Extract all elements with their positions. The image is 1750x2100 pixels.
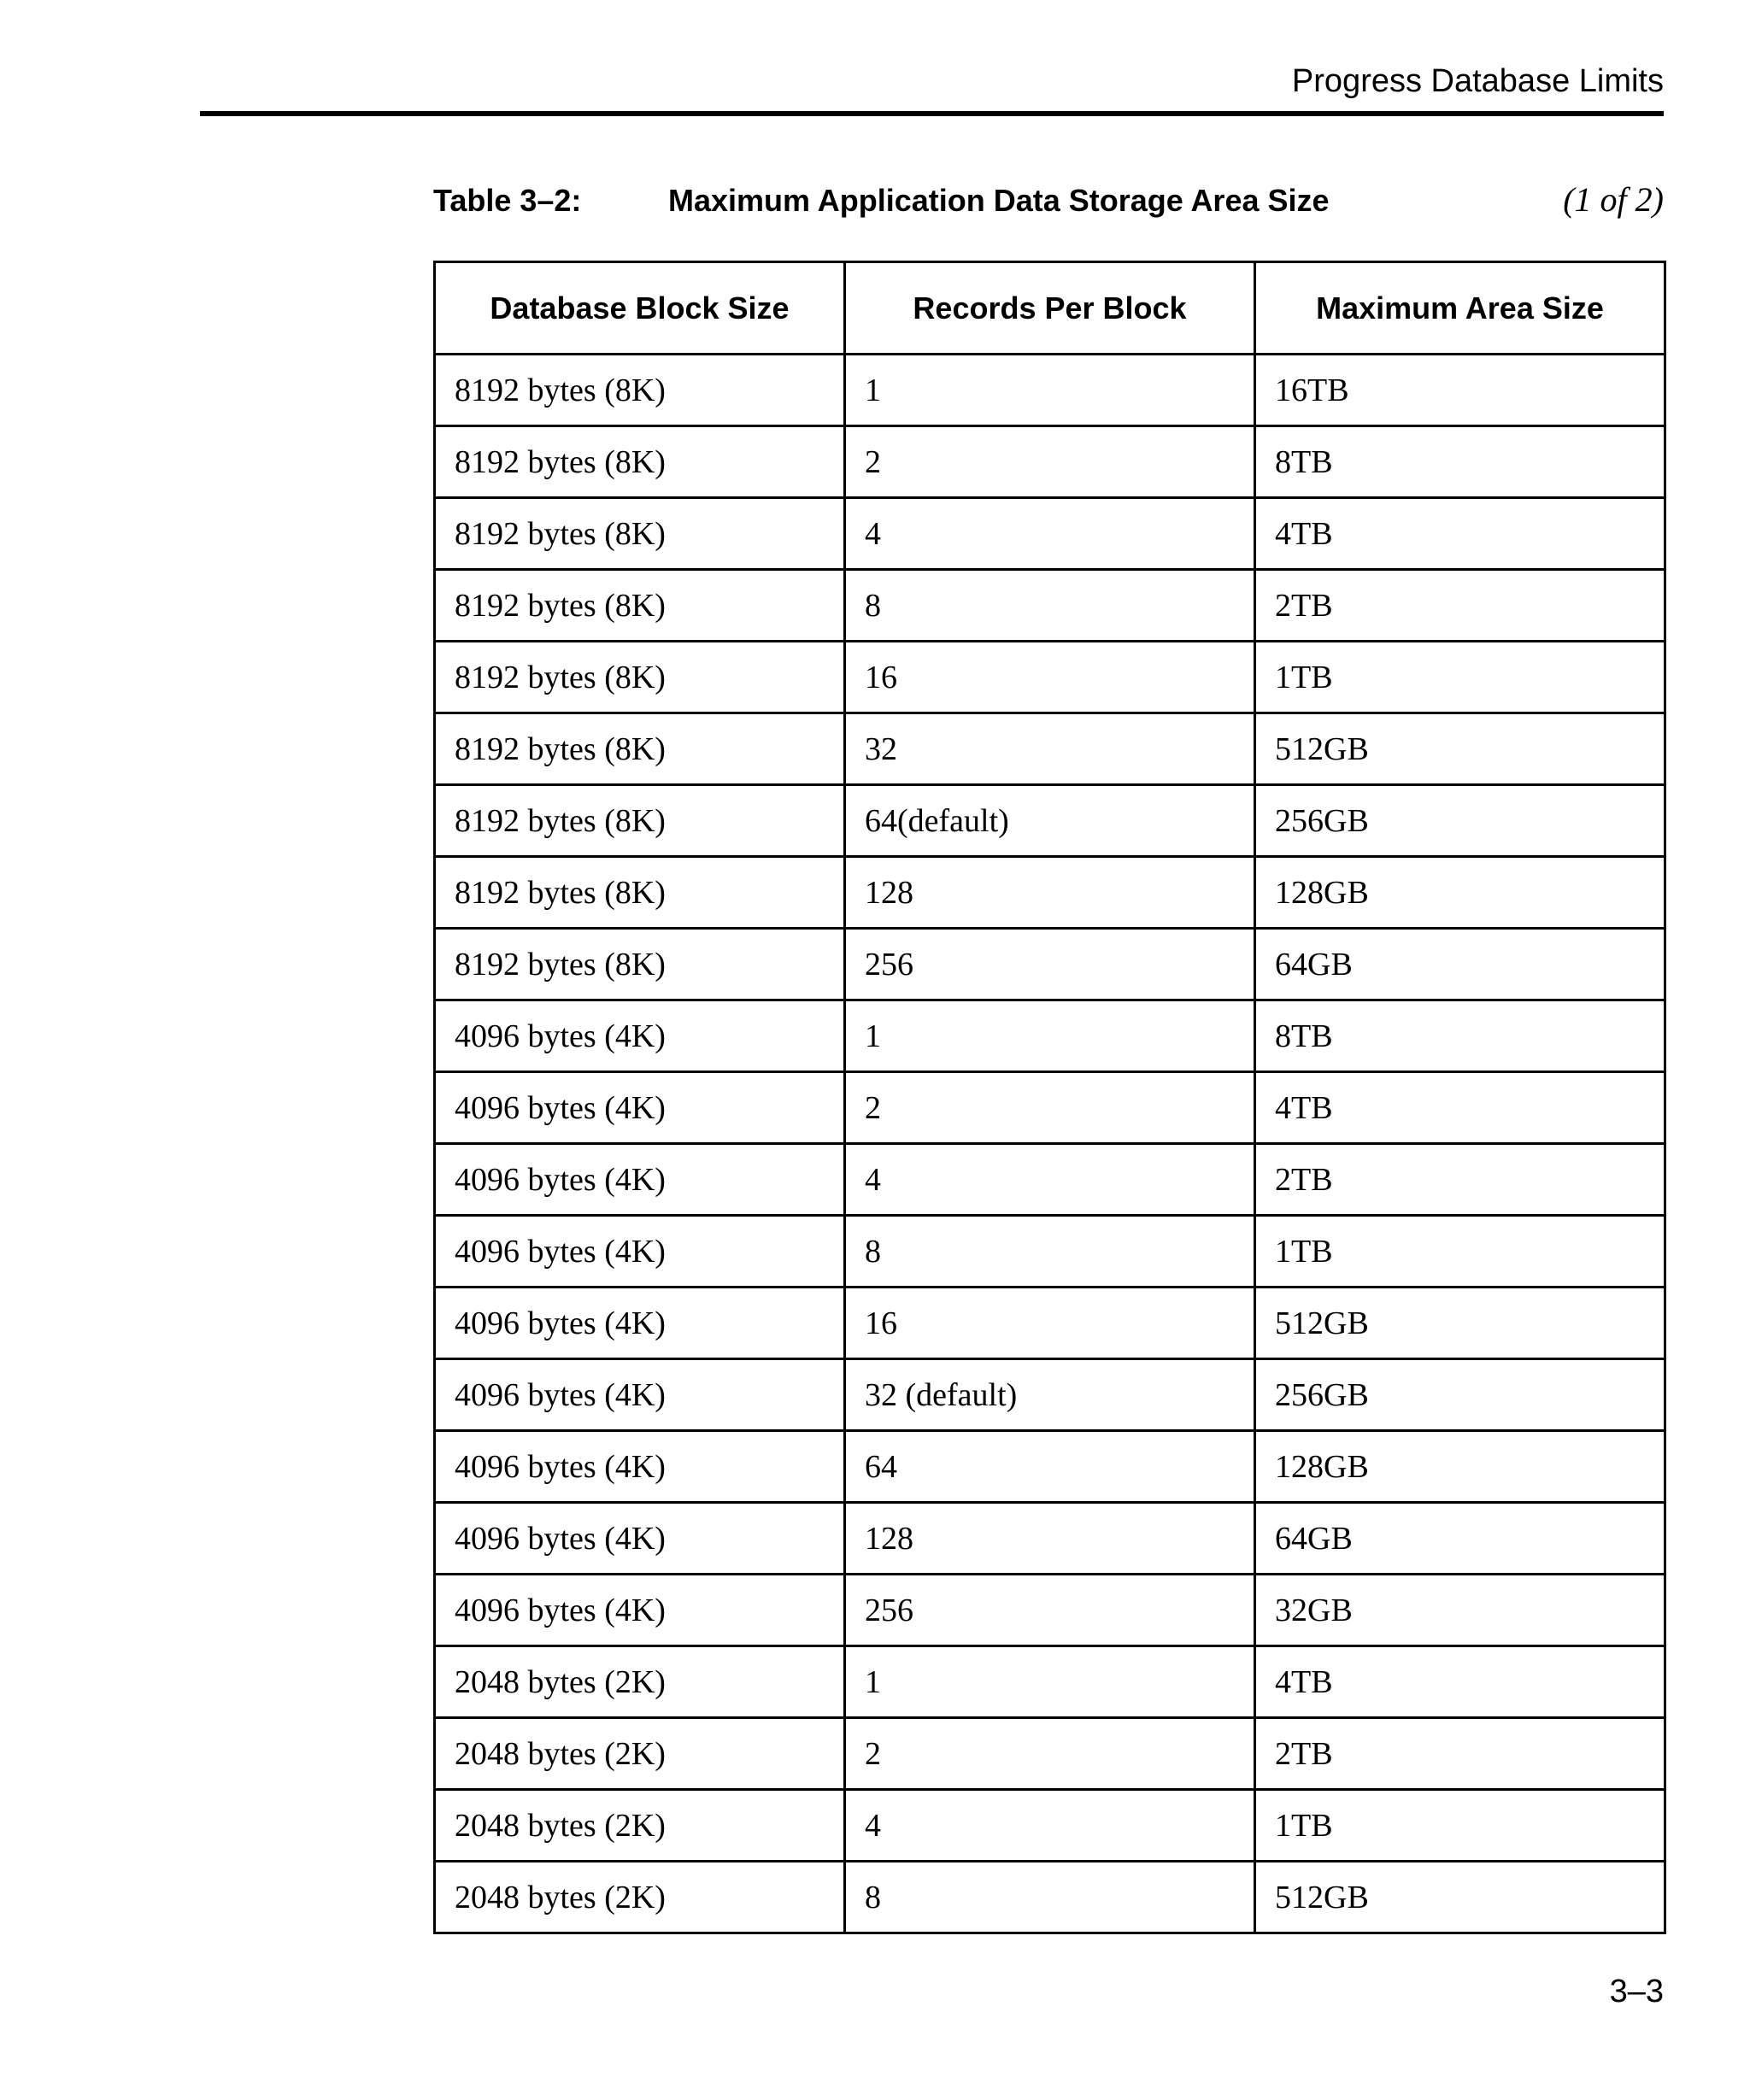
cell-records-per-block: 128 [845,1503,1255,1575]
cell-records-per-block: 64 [845,1431,1255,1503]
table-caption [433,179,1664,222]
cell-block-size: 2048 bytes (2K) [435,1646,845,1718]
table-row [435,1216,1665,1288]
cell-block-size: 8192 bytes (8K) [435,713,845,785]
cell-block-size: 4096 bytes (4K) [435,1000,845,1072]
cell-max-area-size: 4TB [1255,498,1665,570]
cell-block-size: 8192 bytes (8K) [435,785,845,857]
table-row [435,1862,1665,1933]
table-row [435,929,1665,1000]
table-row [435,642,1665,713]
cell-block-size: 4096 bytes (4K) [435,1359,845,1431]
table-row [435,498,1665,570]
cell-records-per-block: 2 [845,1718,1255,1790]
cell-block-size: 8192 bytes (8K) [435,857,845,929]
running-header: Progress Database Limits [1291,63,1664,99]
table-row [435,1072,1665,1144]
cell-records-per-block: 32 [845,713,1255,785]
table-row [435,1646,1665,1718]
cell-max-area-size: 8TB [1255,1000,1665,1072]
table-caption-label: Table 3–2: [433,183,582,218]
cell-block-size: 4096 bytes (4K) [435,1144,845,1216]
table-caption-page-of: (1 of 2) [1563,180,1664,219]
cell-records-per-block: 1 [845,1646,1255,1718]
table-row [435,713,1665,785]
cell-records-per-block: 256 [845,929,1255,1000]
cell-records-per-block: 1 [845,1000,1255,1072]
cell-max-area-size: 256GB [1255,1359,1665,1431]
cell-records-per-block: 16 [845,642,1255,713]
cell-block-size: 8192 bytes (8K) [435,929,845,1000]
cell-records-per-block: 4 [845,1144,1255,1216]
table-header-row [435,262,1665,355]
cell-max-area-size: 1TB [1255,1216,1665,1288]
cell-block-size: 8192 bytes (8K) [435,355,845,426]
table-row [435,1288,1665,1359]
table-body [435,355,1665,1933]
cell-max-area-size: 16TB [1255,355,1665,426]
cell-block-size: 2048 bytes (2K) [435,1718,845,1790]
cell-records-per-block: 4 [845,1790,1255,1862]
cell-max-area-size: 512GB [1255,1862,1665,1933]
page-number: 3–3 [1609,1974,1664,2009]
cell-block-size: 8192 bytes (8K) [435,642,845,713]
cell-block-size: 4096 bytes (4K) [435,1575,845,1646]
cell-max-area-size: 64GB [1255,1503,1665,1575]
cell-max-area-size: 2TB [1255,1718,1665,1790]
cell-block-size: 4096 bytes (4K) [435,1216,845,1288]
cell-records-per-block: 8 [845,570,1255,642]
table-row [435,1790,1665,1862]
table-row [435,1718,1665,1790]
cell-records-per-block: 32 (default) [845,1359,1255,1431]
cell-block-size: 4096 bytes (4K) [435,1431,845,1503]
cell-max-area-size: 4TB [1255,1646,1665,1718]
cell-max-area-size: 8TB [1255,426,1665,498]
cell-block-size: 8192 bytes (8K) [435,570,845,642]
column-header-block-size: Database Block Size [435,262,845,355]
cell-max-area-size: 32GB [1255,1575,1665,1646]
cell-max-area-size: 512GB [1255,1288,1665,1359]
cell-max-area-size: 4TB [1255,1072,1665,1144]
table-row [435,785,1665,857]
table-row [435,857,1665,929]
cell-records-per-block: 64(default) [845,785,1255,857]
table-row [435,1503,1665,1575]
cell-records-per-block: 8 [845,1216,1255,1288]
cell-max-area-size: 2TB [1255,570,1665,642]
cell-records-per-block: 1 [845,355,1255,426]
cell-block-size: 2048 bytes (2K) [435,1790,845,1862]
cell-max-area-size: 1TB [1255,1790,1665,1862]
cell-records-per-block: 2 [845,426,1255,498]
column-header-records-per-block: Records Per Block [845,262,1255,355]
table-row [435,355,1665,426]
cell-records-per-block: 4 [845,498,1255,570]
table-row [435,1575,1665,1646]
header-rule [200,111,1664,116]
storage-area-size-table [433,261,1666,1934]
cell-records-per-block: 8 [845,1862,1255,1933]
cell-max-area-size: 128GB [1255,857,1665,929]
table-row [435,1144,1665,1216]
cell-records-per-block: 16 [845,1288,1255,1359]
cell-records-per-block: 256 [845,1575,1255,1646]
cell-records-per-block: 128 [845,857,1255,929]
table-row [435,1431,1665,1503]
column-header-max-area-size: Maximum Area Size [1255,262,1665,355]
cell-block-size: 8192 bytes (8K) [435,498,845,570]
cell-max-area-size: 64GB [1255,929,1665,1000]
cell-block-size: 4096 bytes (4K) [435,1503,845,1575]
table-caption-title: Maximum Application Data Storage Area Size [668,183,1330,218]
cell-block-size: 8192 bytes (8K) [435,426,845,498]
cell-max-area-size: 256GB [1255,785,1665,857]
cell-max-area-size: 2TB [1255,1144,1665,1216]
cell-block-size: 4096 bytes (4K) [435,1072,845,1144]
cell-records-per-block: 2 [845,1072,1255,1144]
cell-max-area-size: 512GB [1255,713,1665,785]
cell-block-size: 4096 bytes (4K) [435,1288,845,1359]
table-row [435,570,1665,642]
table-row [435,426,1665,498]
cell-block-size: 2048 bytes (2K) [435,1862,845,1933]
cell-max-area-size: 128GB [1255,1431,1665,1503]
cell-max-area-size: 1TB [1255,642,1665,713]
table-row [435,1000,1665,1072]
table-row [435,1359,1665,1431]
